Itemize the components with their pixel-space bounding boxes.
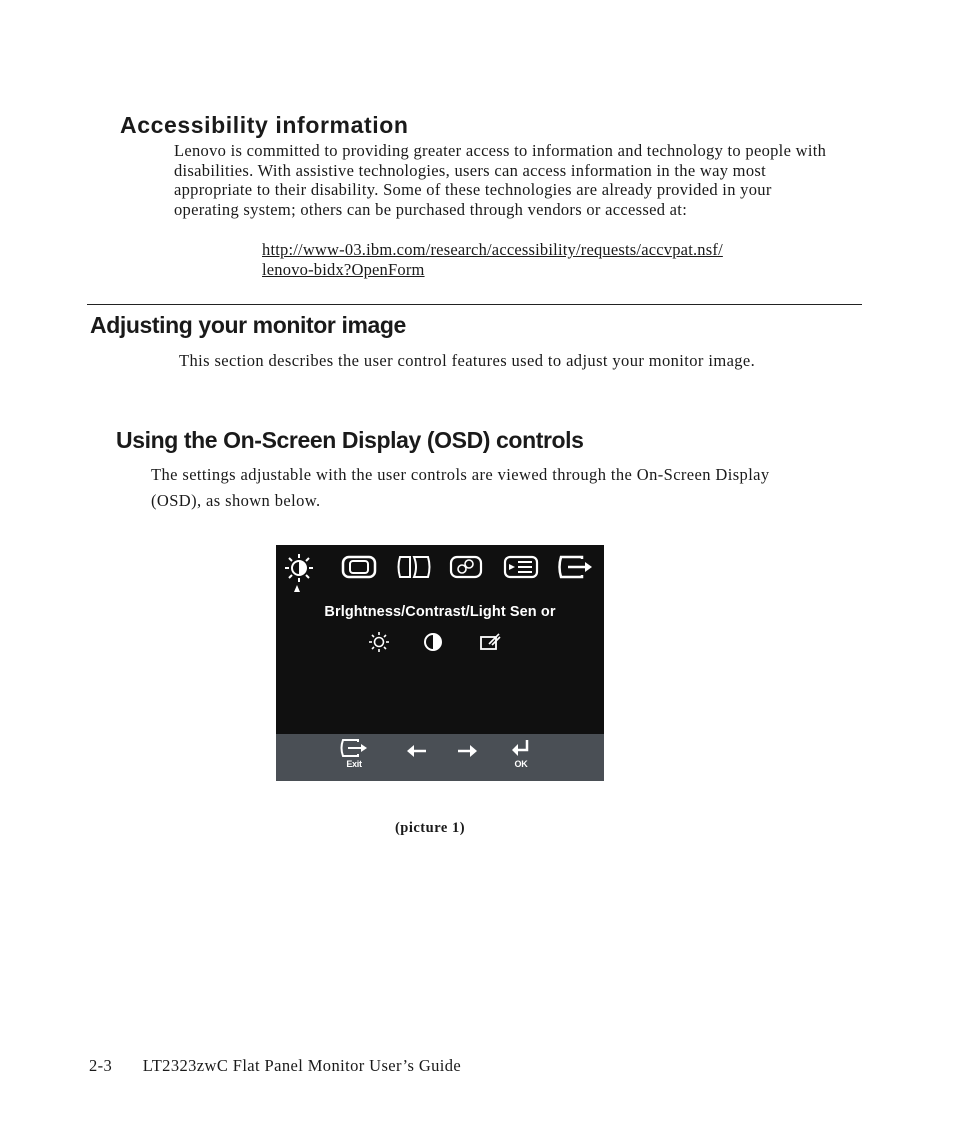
page-number: 2-3 [89,1056,113,1075]
image-properties-icon [448,553,484,581]
accessibility-link[interactable] [262,240,723,279]
exit-icon [339,738,369,758]
osd-control-bar [276,734,604,781]
brightness-icon [368,631,390,653]
ok-label: OK [514,759,528,769]
accessibility-heading: Accessibility information [120,112,409,138]
guide-title: LT2323zwC Flat Panel Monitor User’s Guide [142,1056,462,1075]
accessibility-link-line-2[interactable]: lenovo-bidx?OpenForm [262,259,425,279]
arrow-left-icon [406,743,428,759]
selected-marker [294,585,300,592]
options-icon [502,553,540,581]
light-sensor-icon [478,631,502,653]
brightness-icon [282,553,316,583]
image-setup-icon [396,553,432,581]
exit-icon [556,553,596,581]
osd-heading: Using the On-Screen Display (OSD) controls [116,427,584,453]
figure-caption: (picture 1) [394,820,466,836]
ok-button[interactable] [501,738,541,769]
osd-menu-title: Brlghtness/Contrast/Light Sen or [324,604,556,620]
osd-screenshot [276,545,604,781]
exit-button[interactable] [334,738,374,769]
accessibility-paragraph: Lenovo is committed to providing greater access to information and technology to people with disabilities. With assistive technologies, users can access information in the way most appropriate to their disability. Some of these technologies are already provided in your operating system; others can be purchased through vendors or accessed at: [174,141,827,220]
arrow-right-icon [456,743,478,759]
osd-paragraph: The settings adjustable with the user controls are viewed through the On-Screen Display (OSD), as shown below. [151,465,770,510]
accessibility-link-line-1[interactable]: http://www-03.ibm.com/research/accessibility/requests/accvpat.nsf/ [262,240,723,259]
section-divider [87,304,862,305]
right-button[interactable] [447,743,487,759]
left-button[interactable] [397,743,437,759]
page-footer [89,1056,461,1076]
image-position-icon [340,553,378,581]
contrast-icon [422,631,444,653]
exit-label: Exit [346,759,362,769]
enter-icon [510,738,532,758]
adjusting-paragraph: This section describes the user control features used to adjust your monitor image. [179,351,756,370]
adjusting-heading: Adjusting your monitor image [90,312,406,338]
